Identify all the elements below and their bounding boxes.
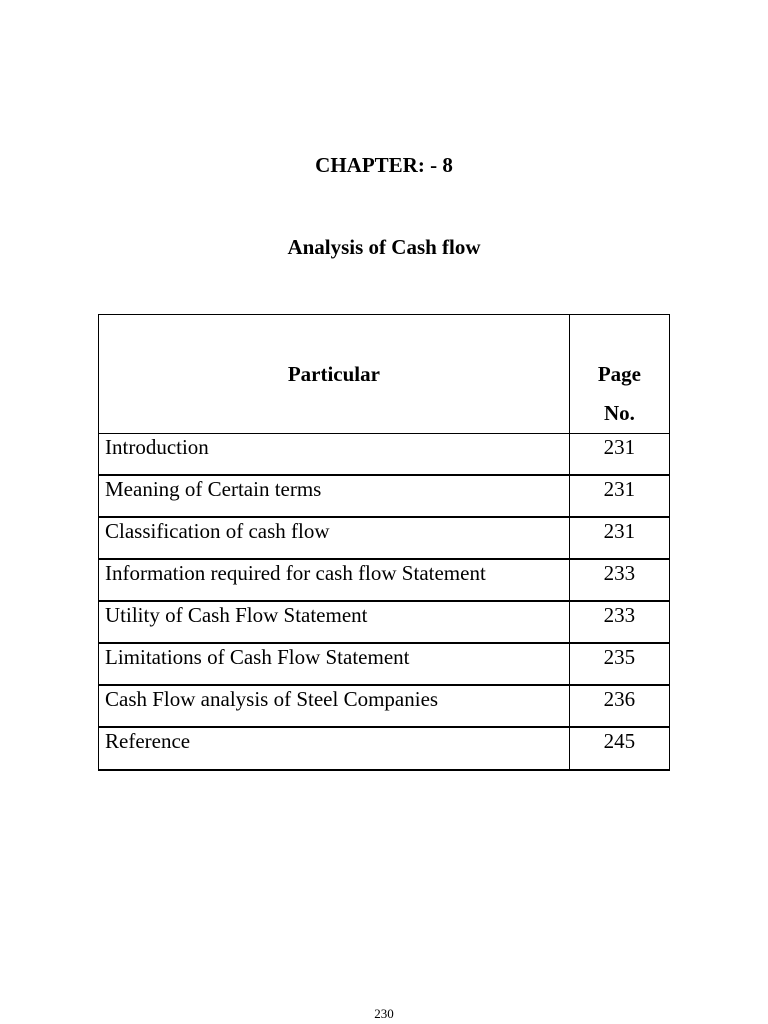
particular-header-label: Particular xyxy=(287,362,380,386)
row-page-number: 236 xyxy=(569,685,669,727)
table-row xyxy=(99,727,670,770)
row-label: Information required for cash flow Statement xyxy=(99,559,570,601)
table-row xyxy=(99,685,670,727)
table-row xyxy=(99,475,670,517)
page-header-line2: No. xyxy=(603,401,635,425)
row-page-number: 235 xyxy=(569,643,669,685)
row-label: Limitations of Cash Flow Statement xyxy=(99,643,570,685)
table-header-row xyxy=(99,315,670,434)
page-no-header xyxy=(569,315,669,434)
row-page-number: 231 xyxy=(569,475,669,517)
row-label: Cash Flow analysis of Steel Companies xyxy=(99,685,570,727)
table-row xyxy=(99,434,670,476)
table-row xyxy=(99,517,670,559)
row-page-number: 233 xyxy=(569,601,669,643)
row-label: Utility of Cash Flow Statement xyxy=(99,601,570,643)
row-label: Reference xyxy=(99,727,570,770)
row-label: Meaning of Certain terms xyxy=(99,475,570,517)
footer-page-number: 230 xyxy=(374,1006,394,1021)
row-page-number: 231 xyxy=(569,517,669,559)
row-page-number: 245 xyxy=(569,727,669,770)
chapter-title: Analysis of Cash flow xyxy=(287,235,481,259)
contents-table xyxy=(98,314,670,771)
row-label: Classification of cash flow xyxy=(99,517,570,559)
particular-header xyxy=(99,315,570,434)
table-row xyxy=(99,643,670,685)
table-row xyxy=(99,601,670,643)
row-page-number: 231 xyxy=(569,434,669,476)
row-label: Introduction xyxy=(99,434,570,476)
page-header-line1: Page xyxy=(597,362,641,386)
chapter-heading: CHAPTER: - 8 xyxy=(315,153,453,177)
table-row xyxy=(99,559,670,601)
row-page-number: 233 xyxy=(569,559,669,601)
